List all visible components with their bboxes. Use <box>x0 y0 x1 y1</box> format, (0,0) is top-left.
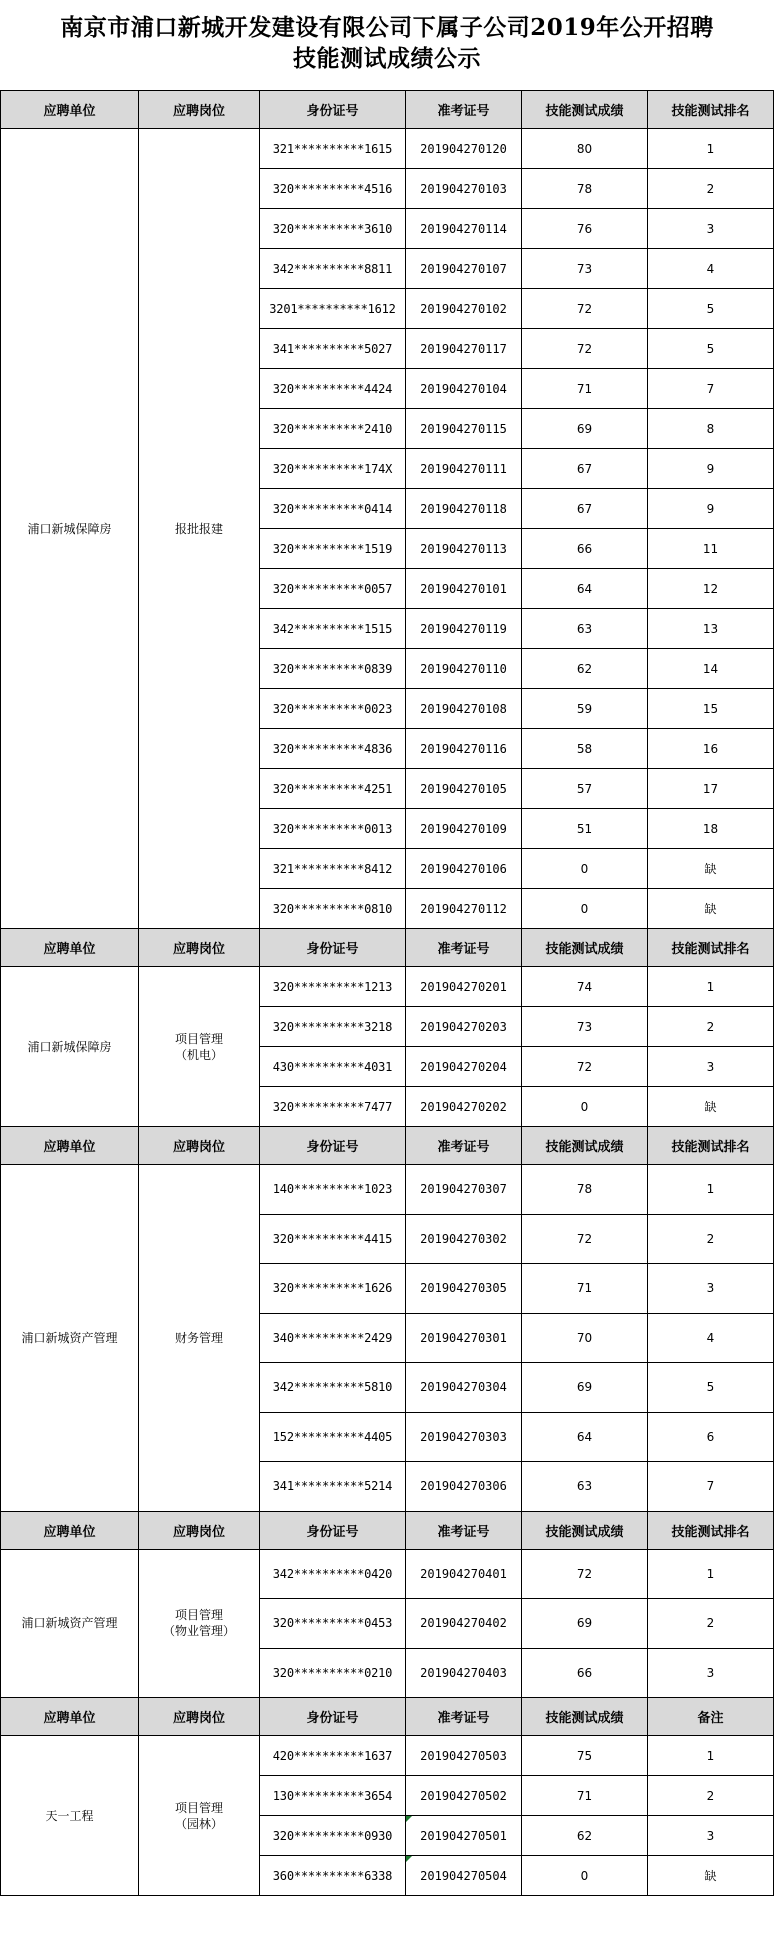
header-id-number: 身份证号 <box>260 1127 406 1165</box>
header-row <box>1 929 774 967</box>
exam-number-cell: 201904270202 <box>406 1087 522 1127</box>
header-position: 应聘岗位 <box>139 1511 260 1549</box>
exam-number-cell: 201904270301 <box>406 1313 522 1363</box>
rank-cell: 缺 <box>648 849 774 889</box>
rank-cell: 缺 <box>648 889 774 929</box>
score-cell: 71 <box>522 1776 648 1816</box>
score-cell: 73 <box>522 1007 648 1047</box>
rank-cell: 缺 <box>648 1856 774 1896</box>
table-row <box>1 1736 774 1776</box>
id-number-cell: 340**********2429 <box>260 1313 406 1363</box>
header-position: 应聘岗位 <box>139 1698 260 1736</box>
header-exam-number: 准考证号 <box>406 1698 522 1736</box>
exam-number-cell: 201904270109 <box>406 809 522 849</box>
id-number-cell: 320**********2410 <box>260 409 406 449</box>
rank-cell: 4 <box>648 1313 774 1363</box>
exam-number-cell: 201904270303 <box>406 1412 522 1462</box>
table-row <box>1 1549 774 1599</box>
score-cell: 67 <box>522 489 648 529</box>
rank-cell: 1 <box>648 129 774 169</box>
exam-number-cell: 201904270120 <box>406 129 522 169</box>
rank-cell: 6 <box>648 1412 774 1462</box>
id-number-cell: 320**********0930 <box>260 1816 406 1856</box>
rank-cell: 9 <box>648 489 774 529</box>
score-cell: 57 <box>522 769 648 809</box>
id-number-cell: 342**********0420 <box>260 1549 406 1599</box>
id-number-cell: 320**********3218 <box>260 1007 406 1047</box>
header-score: 技能测试成绩 <box>522 1511 648 1549</box>
exam-number-cell: 201904270306 <box>406 1462 522 1512</box>
title-line-2: 技能测试成绩公示 <box>293 45 481 72</box>
id-number-cell: 420**********1637 <box>260 1736 406 1776</box>
exam-number-cell: 201904270501 <box>406 1816 522 1856</box>
header-score: 技能测试成绩 <box>522 1698 648 1736</box>
rank-cell: 2 <box>648 1214 774 1264</box>
id-number-cell: 430**********4031 <box>260 1047 406 1087</box>
header-score: 技能测试成绩 <box>522 929 648 967</box>
score-cell: 78 <box>522 169 648 209</box>
exam-number-cell: 201904270502 <box>406 1776 522 1816</box>
id-number-cell: 152**********4405 <box>260 1412 406 1462</box>
position-line: （机电） <box>174 1047 223 1062</box>
rank-cell: 3 <box>648 1264 774 1314</box>
score-cell: 0 <box>522 1856 648 1896</box>
score-cell: 51 <box>522 809 648 849</box>
score-cell: 63 <box>522 609 648 649</box>
exam-number-cell: 201904270103 <box>406 169 522 209</box>
rank-cell: 5 <box>648 289 774 329</box>
score-cell: 74 <box>522 967 648 1007</box>
unit-cell: 浦口新城资产管理 <box>1 1549 139 1698</box>
id-number-cell: 320**********1626 <box>260 1264 406 1314</box>
exam-number-cell: 201904270110 <box>406 649 522 689</box>
header-row <box>1 91 774 129</box>
position-line: 财务管理 <box>174 1330 223 1345</box>
position-line: 项目管理 <box>174 1800 223 1815</box>
rank-cell: 1 <box>648 967 774 1007</box>
rank-cell: 2 <box>648 1007 774 1047</box>
score-cell: 0 <box>522 1087 648 1127</box>
position-cell <box>139 1549 260 1698</box>
id-number-cell: 320**********0453 <box>260 1599 406 1649</box>
exam-number-cell: 201904270108 <box>406 689 522 729</box>
exam-number-cell: 201904270116 <box>406 729 522 769</box>
header-exam-number: 准考证号 <box>406 1511 522 1549</box>
id-number-cell: 320**********1519 <box>260 529 406 569</box>
table-row <box>1 1165 774 1215</box>
header-score: 技能测试成绩 <box>522 91 648 129</box>
position-line: （物业管理） <box>162 1624 235 1639</box>
id-number-cell: 320**********4415 <box>260 1214 406 1264</box>
id-number-cell: 360**********6338 <box>260 1856 406 1896</box>
header-unit: 应聘单位 <box>1 1127 139 1165</box>
rank-cell: 14 <box>648 649 774 689</box>
rank-cell: 17 <box>648 769 774 809</box>
exam-number-cell: 201904270401 <box>406 1549 522 1599</box>
score-cell: 69 <box>522 409 648 449</box>
header-id-number: 身份证号 <box>260 1511 406 1549</box>
header-exam-number: 准考证号 <box>406 1127 522 1165</box>
rank-cell: 7 <box>648 1462 774 1512</box>
id-number-cell: 341**********5027 <box>260 329 406 369</box>
rank-cell: 16 <box>648 729 774 769</box>
id-number-cell: 320**********4251 <box>260 769 406 809</box>
score-cell: 59 <box>522 689 648 729</box>
header-exam-number: 准考证号 <box>406 929 522 967</box>
rank-cell: 11 <box>648 529 774 569</box>
header-rank: 技能测试排名 <box>648 1511 774 1549</box>
id-number-cell: 321**********8412 <box>260 849 406 889</box>
position-line: （园林） <box>174 1816 223 1831</box>
unit-cell: 浦口新城保障房 <box>1 967 139 1127</box>
header-rank: 技能测试排名 <box>648 91 774 129</box>
rank-cell: 18 <box>648 809 774 849</box>
score-cell: 0 <box>522 889 648 929</box>
title-line-1: 南京市浦口新城开发建设有限公司下属子公司2019年公开招聘 <box>60 14 714 41</box>
id-number-cell: 320**********4516 <box>260 169 406 209</box>
exam-number-cell: 201904270403 <box>406 1648 522 1698</box>
rank-cell: 4 <box>648 249 774 289</box>
score-cell: 73 <box>522 249 648 289</box>
header-unit: 应聘单位 <box>1 1511 139 1549</box>
header-id-number: 身份证号 <box>260 929 406 967</box>
id-number-cell: 320**********0810 <box>260 889 406 929</box>
rank-cell: 12 <box>648 569 774 609</box>
header-unit: 应聘单位 <box>1 929 139 967</box>
rank-cell: 3 <box>648 209 774 249</box>
score-cell: 71 <box>522 1264 648 1314</box>
exam-number-cell: 201904270118 <box>406 489 522 529</box>
id-number-cell: 320**********4424 <box>260 369 406 409</box>
rank-cell: 3 <box>648 1047 774 1087</box>
id-number-cell: 3201**********1612 <box>260 289 406 329</box>
header-row <box>1 1511 774 1549</box>
header-row <box>1 1698 774 1736</box>
score-cell: 75 <box>522 1736 648 1776</box>
id-number-cell: 320**********174X <box>260 449 406 489</box>
exam-number-cell: 201904270203 <box>406 1007 522 1047</box>
rank-cell: 5 <box>648 329 774 369</box>
score-cell: 64 <box>522 1412 648 1462</box>
rank-cell: 2 <box>648 169 774 209</box>
rank-cell: 8 <box>648 409 774 449</box>
id-number-cell: 342**********1515 <box>260 609 406 649</box>
rank-cell: 5 <box>648 1363 774 1413</box>
rank-cell: 3 <box>648 1648 774 1698</box>
exam-number-cell: 201904270117 <box>406 329 522 369</box>
header-unit: 应聘单位 <box>1 1698 139 1736</box>
table-row <box>1 129 774 169</box>
position-cell <box>139 129 260 929</box>
exam-number-cell: 201904270204 <box>406 1047 522 1087</box>
results-table-body <box>1 91 774 1896</box>
unit-cell: 浦口新城保障房 <box>1 129 139 929</box>
position-line: 项目管理 <box>174 1031 223 1046</box>
id-number-cell: 320**********4836 <box>260 729 406 769</box>
score-cell: 66 <box>522 1648 648 1698</box>
header-id-number: 身份证号 <box>260 91 406 129</box>
header-position: 应聘岗位 <box>139 929 260 967</box>
position-cell <box>139 967 260 1127</box>
table-row <box>1 967 774 1007</box>
header-rank: 技能测试排名 <box>648 1127 774 1165</box>
exam-number-cell: 201904270201 <box>406 967 522 1007</box>
score-cell: 62 <box>522 1816 648 1856</box>
rank-cell: 13 <box>648 609 774 649</box>
exam-number-cell: 201904270402 <box>406 1599 522 1649</box>
rank-cell: 3 <box>648 1816 774 1856</box>
score-cell: 63 <box>522 1462 648 1512</box>
score-cell: 0 <box>522 849 648 889</box>
rank-cell: 1 <box>648 1549 774 1599</box>
exam-number-cell: 201904270307 <box>406 1165 522 1215</box>
header-score: 技能测试成绩 <box>522 1127 648 1165</box>
score-cell: 72 <box>522 1047 648 1087</box>
score-cell: 64 <box>522 569 648 609</box>
exam-number-cell: 201904270107 <box>406 249 522 289</box>
id-number-cell: 320**********0839 <box>260 649 406 689</box>
id-number-cell: 130**********3654 <box>260 1776 406 1816</box>
score-cell: 66 <box>522 529 648 569</box>
rank-cell: 2 <box>648 1776 774 1816</box>
score-cell: 72 <box>522 1549 648 1599</box>
rank-cell: 1 <box>648 1165 774 1215</box>
score-cell: 71 <box>522 369 648 409</box>
position-line: 项目管理 <box>174 1608 223 1623</box>
header-row <box>1 1127 774 1165</box>
exam-number-cell: 201904270112 <box>406 889 522 929</box>
exam-number-cell: 201904270102 <box>406 289 522 329</box>
exam-number-cell: 201904270111 <box>406 449 522 489</box>
id-number-cell: 320**********0023 <box>260 689 406 729</box>
unit-cell: 浦口新城资产管理 <box>1 1165 139 1512</box>
id-number-cell: 320**********0414 <box>260 489 406 529</box>
score-cell: 80 <box>522 129 648 169</box>
id-number-cell: 140**********1023 <box>260 1165 406 1215</box>
id-number-cell: 320**********1213 <box>260 967 406 1007</box>
header-id-number: 身份证号 <box>260 1698 406 1736</box>
score-cell: 62 <box>522 649 648 689</box>
score-cell: 72 <box>522 1214 648 1264</box>
header-unit: 应聘单位 <box>1 91 139 129</box>
id-number-cell: 342**********8811 <box>260 249 406 289</box>
score-cell: 69 <box>522 1599 648 1649</box>
rank-cell: 7 <box>648 369 774 409</box>
unit-cell: 天一工程 <box>1 1736 139 1896</box>
id-number-cell: 320**********0013 <box>260 809 406 849</box>
score-cell: 70 <box>522 1313 648 1363</box>
header-rank: 备注 <box>648 1698 774 1736</box>
position-line: 报批报建 <box>174 521 223 536</box>
score-cell: 67 <box>522 449 648 489</box>
exam-number-cell: 201904270101 <box>406 569 522 609</box>
exam-number-cell: 201904270504 <box>406 1856 522 1896</box>
id-number-cell: 342**********5810 <box>260 1363 406 1413</box>
exam-number-cell: 201904270105 <box>406 769 522 809</box>
exam-number-cell: 201904270104 <box>406 369 522 409</box>
header-position: 应聘岗位 <box>139 91 260 129</box>
id-number-cell: 320**********0210 <box>260 1648 406 1698</box>
id-number-cell: 320**********7477 <box>260 1087 406 1127</box>
rank-cell: 1 <box>648 1736 774 1776</box>
score-cell: 69 <box>522 1363 648 1413</box>
id-number-cell: 321**********1615 <box>260 129 406 169</box>
score-cell: 72 <box>522 289 648 329</box>
header-position: 应聘岗位 <box>139 1127 260 1165</box>
score-cell: 78 <box>522 1165 648 1215</box>
exam-number-cell: 201904270304 <box>406 1363 522 1413</box>
rank-cell: 9 <box>648 449 774 489</box>
header-exam-number: 准考证号 <box>406 91 522 129</box>
position-cell <box>139 1736 260 1896</box>
exam-number-cell: 201904270302 <box>406 1214 522 1264</box>
id-number-cell: 320**********0057 <box>260 569 406 609</box>
id-number-cell: 341**********5214 <box>260 1462 406 1512</box>
exam-number-cell: 201904270113 <box>406 529 522 569</box>
page-title <box>0 0 774 90</box>
score-cell: 58 <box>522 729 648 769</box>
exam-number-cell: 201904270106 <box>406 849 522 889</box>
exam-number-cell: 201904270305 <box>406 1264 522 1314</box>
exam-number-cell: 201904270119 <box>406 609 522 649</box>
rank-cell: 2 <box>648 1599 774 1649</box>
exam-number-cell: 201904270114 <box>406 209 522 249</box>
score-cell: 72 <box>522 329 648 369</box>
rank-cell: 缺 <box>648 1087 774 1127</box>
header-rank: 技能测试排名 <box>648 929 774 967</box>
results-table <box>0 90 774 1896</box>
exam-number-cell: 201904270115 <box>406 409 522 449</box>
position-cell <box>139 1165 260 1512</box>
id-number-cell: 320**********3610 <box>260 209 406 249</box>
score-cell: 76 <box>522 209 648 249</box>
rank-cell: 15 <box>648 689 774 729</box>
exam-number-cell: 201904270503 <box>406 1736 522 1776</box>
